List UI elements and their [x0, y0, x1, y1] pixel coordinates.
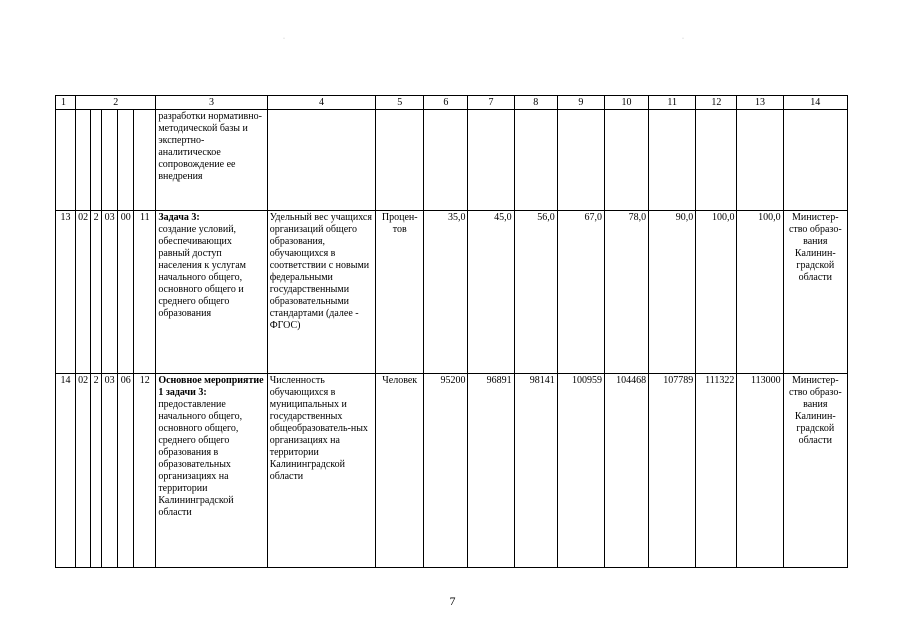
value-cell: 113000: [737, 374, 783, 568]
code-cell: 00: [118, 211, 134, 374]
unit-cell: Человек: [376, 374, 424, 568]
value-cell: [737, 110, 783, 211]
header-cell: 6: [424, 96, 468, 110]
header-cell: 7: [468, 96, 514, 110]
header-cell: 4: [267, 96, 375, 110]
code-cell: 2: [91, 211, 102, 374]
code-cell: 02: [76, 211, 91, 374]
value-cell: 45,0: [468, 211, 514, 374]
task-text: предоставление начального общего, основного общего, среднего общего образования в образовательных организациях на территории Калининградской области: [158, 399, 243, 518]
header-cell: 11: [649, 96, 696, 110]
header-cell: 10: [604, 96, 648, 110]
code-cell: 12: [134, 374, 156, 568]
row-number-cell: 13: [56, 211, 76, 374]
table-row: [56, 374, 848, 568]
header-row: [56, 96, 848, 110]
header-cell: 9: [557, 96, 604, 110]
table-row: [56, 110, 848, 211]
value-cell: 56,0: [514, 211, 557, 374]
code-cell: 03: [102, 211, 118, 374]
executor-cell: Министер-ство образо-вания Калинин-градской области: [783, 211, 847, 374]
code-cell: [91, 110, 102, 211]
value-cell: 78,0: [604, 211, 648, 374]
executor-cell: [783, 110, 847, 211]
value-cell: 90,0: [649, 211, 696, 374]
code-cell: [134, 110, 156, 211]
header-cell: 5: [376, 96, 424, 110]
unit-cell: Процен-тов: [376, 211, 424, 374]
code-cell: 11: [134, 211, 156, 374]
header-cell: 1: [56, 96, 76, 110]
unit-cell: [376, 110, 424, 211]
value-cell: [557, 110, 604, 211]
code-cell: 2: [91, 374, 102, 568]
scan-dot: ·: [283, 36, 285, 42]
code-cell: 02: [76, 374, 91, 568]
value-cell: 96891: [468, 374, 514, 568]
task-text: создание условий, обеспечивающих равный доступ населения к услугам начального общего, основного общего и среднего общего образования: [158, 224, 246, 319]
code-cell: 06: [118, 374, 134, 568]
value-cell: [649, 110, 696, 211]
value-cell: 100,0: [696, 211, 737, 374]
header-cell: 12: [696, 96, 737, 110]
value-cell: 107789: [649, 374, 696, 568]
table-row: [56, 211, 848, 374]
page-number: 7: [449, 594, 456, 608]
row-number-cell: 14: [56, 374, 76, 568]
value-cell: [604, 110, 648, 211]
header-cell: 13: [737, 96, 783, 110]
value-cell: 100,0: [737, 211, 783, 374]
executor-cell: Министер-ство образо-вания Калинин-градской области: [783, 374, 847, 568]
task-label: Основное мероприятие 1 задачи 3:: [158, 375, 264, 398]
value-cell: 100959: [557, 374, 604, 568]
program-indicators-table: [55, 95, 848, 568]
header-cell: 3: [156, 96, 267, 110]
code-cell: 03: [102, 374, 118, 568]
code-cell: [76, 110, 91, 211]
task-text: разработки нормативно-методической базы и экспертно-аналитическое сопровождение ее внедрения: [158, 111, 262, 182]
code-cell: [118, 110, 134, 211]
value-cell: [514, 110, 557, 211]
indicator-cell: Численность обучающихся в муниципальных и государственных общеобразователь-ных организациях на территории Калининградской области: [267, 374, 375, 568]
task-cell: [156, 374, 267, 568]
code-cell: [102, 110, 118, 211]
value-cell: 104468: [604, 374, 648, 568]
task-label: Задача 3:: [158, 212, 200, 223]
header-cell: 8: [514, 96, 557, 110]
task-cell: [156, 110, 267, 211]
value-cell: 111322: [696, 374, 737, 568]
value-cell: [696, 110, 737, 211]
value-cell: [468, 110, 514, 211]
header-cell: 2: [76, 96, 156, 110]
scan-dot: ·: [682, 36, 684, 42]
task-cell: [156, 211, 267, 374]
value-cell: 98141: [514, 374, 557, 568]
row-number-cell: [56, 110, 76, 211]
indicator-cell: [267, 110, 375, 211]
value-cell: 95200: [424, 374, 468, 568]
value-cell: 67,0: [557, 211, 604, 374]
header-cell: 14: [783, 96, 847, 110]
value-cell: 35,0: [424, 211, 468, 374]
value-cell: [424, 110, 468, 211]
indicator-cell: Удельный вес учащихся организаций общего образования, обучающихся в соответствии с новыми федеральными государственными образовательными стандартами (далее - ФГОС): [267, 211, 375, 374]
